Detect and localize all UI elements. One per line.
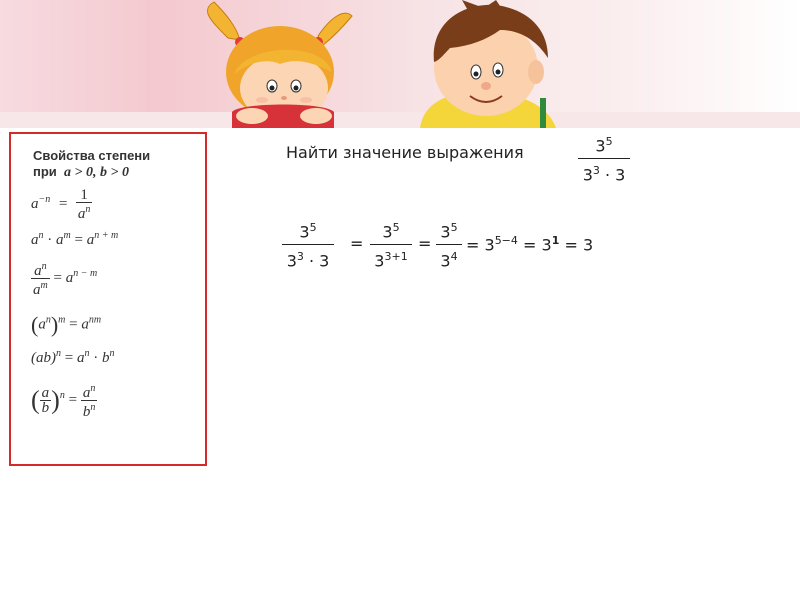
properties-title: Свойства степени	[33, 148, 151, 163]
solution-result: 3	[582, 235, 594, 255]
task-expression: $3^5$ $3^3 \cdot 3$	[578, 132, 630, 186]
header-banner	[0, 0, 800, 128]
solution-equals-1: =	[350, 234, 364, 253]
rule-power-of-power: $(a^n)^m = a^{nm}$	[31, 312, 102, 337]
kids-illustration	[0, 0, 800, 128]
solution-equals-2: =	[418, 234, 432, 253]
rule-quotient-same-base: $\frac{a^n}{a^m}$ = $a^{n - m}$	[33, 261, 98, 298]
task-prompt: Найти значение выражения	[286, 143, 524, 162]
rule-negative-exponent: $a^{-n}$ = $\frac{1}{a^n}$	[31, 187, 91, 222]
boy-figure	[420, 0, 556, 128]
properties-condition: при a > 0, b > 0	[33, 164, 129, 180]
exponent-properties-panel	[9, 132, 207, 466]
solution-fraction-3: $3^5$ $3^4$	[436, 218, 462, 272]
girl-figure	[207, 2, 352, 128]
rule-power-of-quotient: ( $\frac{a}{b}$ )$^n$ = $\frac{a^n}{b^n}$	[31, 383, 96, 420]
rule-product-same-base: $a^n \cdot a^m = a^{n + m}$	[31, 230, 119, 248]
solution-tail: = $3^{5-4} = 3^1 = 3$	[466, 234, 594, 255]
solution-fraction-2: $3^5$ $3^{3+1}$	[370, 218, 412, 272]
rule-power-of-product: $(ab)^n = a^n \cdot b^n$	[31, 348, 115, 366]
solution-fraction-1: $3^5$ $3^3 \cdot 3$	[282, 218, 334, 272]
